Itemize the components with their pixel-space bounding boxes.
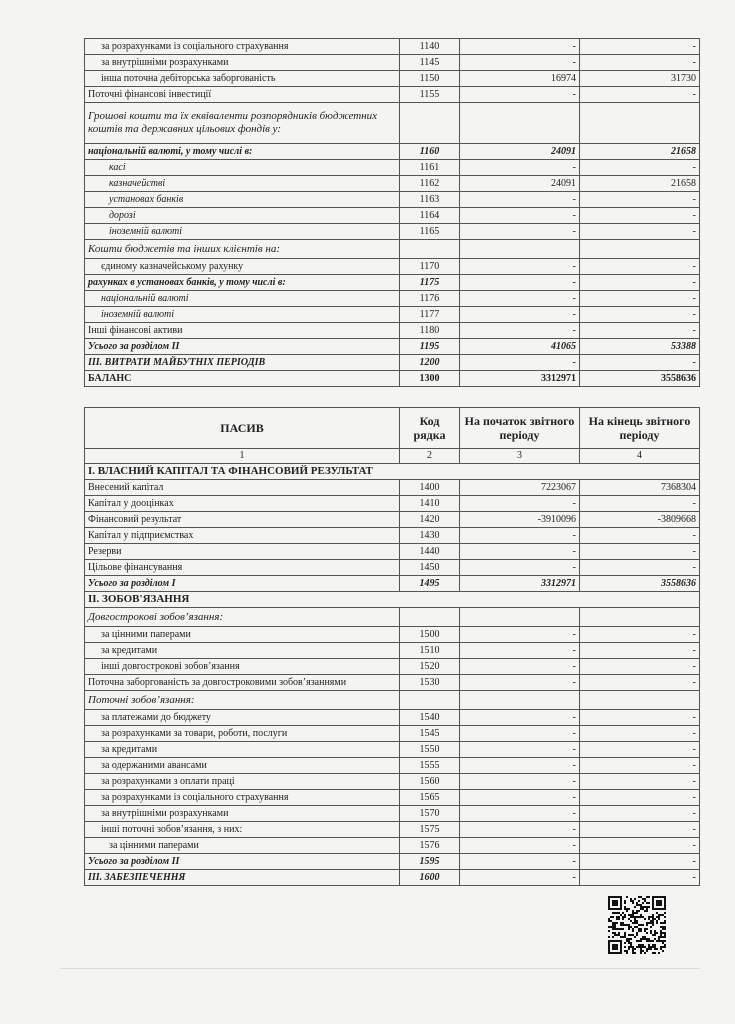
row-end-value: 31730 (580, 71, 700, 87)
row-end-value: - (580, 55, 700, 71)
row-end-value: - (580, 275, 700, 291)
table-row (85, 192, 700, 208)
table-row (85, 742, 700, 758)
row-code: 1600 (400, 870, 460, 886)
row-label: національній валюті, у тому числі в: (85, 144, 400, 160)
row-end-value: - (580, 528, 700, 544)
row-code: 1200 (400, 355, 460, 371)
row-start-value (460, 691, 580, 710)
row-label: за цінними паперами (85, 627, 400, 643)
table-row (85, 560, 700, 576)
table-row (85, 496, 700, 512)
table-row (85, 854, 700, 870)
row-code: 1570 (400, 806, 460, 822)
row-end-value: - (580, 870, 700, 886)
row-code: 1170 (400, 259, 460, 275)
row-start-value: - (460, 838, 580, 854)
row-label: I. ВЛАСНИЙ КАПІТАЛ ТА ФІНАНСОВИЙ РЕЗУЛЬТАТ (85, 464, 700, 480)
row-start-value: - (460, 259, 580, 275)
row-label: інша поточна дебіторська заборгованість (85, 71, 400, 87)
row-label: за внутрішніми розрахунками (85, 806, 400, 822)
row-code: 1164 (400, 208, 460, 224)
row-end-value: 53388 (580, 339, 700, 355)
row-start-value (460, 608, 580, 627)
header-end: На кінець звітного періоду (580, 408, 700, 449)
row-end-value: - (580, 307, 700, 323)
row-label: Поточні зобов’язання: (85, 691, 400, 710)
table-row (85, 323, 700, 339)
row-end-value: 21658 (580, 144, 700, 160)
row-code: 1180 (400, 323, 460, 339)
table-row (85, 480, 700, 496)
table-row (85, 790, 700, 806)
table-row (85, 240, 700, 259)
row-end-value (580, 103, 700, 144)
row-label: за розрахунками із соціального страхування (85, 39, 400, 55)
row-code: 1575 (400, 822, 460, 838)
row-code: 1175 (400, 275, 460, 291)
column-index: 4 (580, 449, 700, 464)
row-start-value: - (460, 627, 580, 643)
row-code (400, 103, 460, 144)
row-start-value: 24091 (460, 144, 580, 160)
row-start-value: - (460, 806, 580, 822)
row-code: 1430 (400, 528, 460, 544)
row-start-value (460, 103, 580, 144)
row-code: 1450 (400, 560, 460, 576)
column-index: 2 (400, 449, 460, 464)
row-label: Грошові кошти та їх еквіваленти розпорядників бюджетних коштів та державних цільових фондів у: (85, 103, 400, 144)
row-label: казначействі (85, 176, 400, 192)
row-start-value: - (460, 291, 580, 307)
row-label: Капітал у дооцінках (85, 496, 400, 512)
row-end-value: - (580, 822, 700, 838)
column-index-row (85, 449, 700, 464)
row-end-value: - (580, 323, 700, 339)
row-code: 1400 (400, 480, 460, 496)
row-label: рахунках в установах банків, у тому числі в: (85, 275, 400, 291)
row-start-value: - (460, 355, 580, 371)
row-code: 1150 (400, 71, 460, 87)
row-code: 1550 (400, 742, 460, 758)
row-label: Усього за розділом II (85, 339, 400, 355)
table-row (85, 643, 700, 659)
table-row (85, 39, 700, 55)
row-end-value: 3558636 (580, 576, 700, 592)
row-label: Усього за розділом I (85, 576, 400, 592)
table-row (85, 528, 700, 544)
row-start-value: - (460, 87, 580, 103)
row-label: Поточні фінансові інвестиції (85, 87, 400, 103)
row-start-value: 16974 (460, 71, 580, 87)
row-label: Капітал у підприємствах (85, 528, 400, 544)
row-end-value: - (580, 560, 700, 576)
row-end-value: - (580, 659, 700, 675)
row-label: ІІІ. ВИТРАТИ МАЙБУТНІХ ПЕРІОДІВ (85, 355, 400, 371)
row-start-value: - (460, 528, 580, 544)
row-end-value: - (580, 192, 700, 208)
row-end-value: 3558636 (580, 371, 700, 387)
row-code: 1500 (400, 627, 460, 643)
row-start-value: - (460, 55, 580, 71)
row-label: за кредитами (85, 643, 400, 659)
table-row (85, 838, 700, 854)
table-row (85, 726, 700, 742)
row-start-value: - (460, 758, 580, 774)
row-end-value: 7368304 (580, 480, 700, 496)
row-start-value: - (460, 544, 580, 560)
row-code: 1195 (400, 339, 460, 355)
row-code: 1165 (400, 224, 460, 240)
row-code: 1560 (400, 774, 460, 790)
table-row (85, 339, 700, 355)
row-start-value: - (460, 208, 580, 224)
row-code: 1510 (400, 643, 460, 659)
table-row (85, 592, 700, 608)
row-code: 1177 (400, 307, 460, 323)
row-end-value: - (580, 208, 700, 224)
row-label: Кошти бюджетів та інших клієнтів на: (85, 240, 400, 259)
row-label: Усього за розділом II (85, 854, 400, 870)
table-row (85, 822, 700, 838)
row-label: II. ЗОБОВ'ЯЗАННЯ (85, 592, 700, 608)
table-row (85, 176, 700, 192)
row-label: касі (85, 160, 400, 176)
row-start-value: - (460, 710, 580, 726)
row-start-value: - (460, 323, 580, 339)
row-label: дорозі (85, 208, 400, 224)
balance-sheet (84, 38, 699, 886)
row-label: Резерви (85, 544, 400, 560)
row-label: за розрахунками із соціального страхування (85, 790, 400, 806)
row-label: за розрахунками за товари, роботи, послуги (85, 726, 400, 742)
row-end-value: - (580, 87, 700, 103)
row-label: за платежами до бюджету (85, 710, 400, 726)
table-row (85, 544, 700, 560)
row-end-value: - (580, 643, 700, 659)
row-end-value: - (580, 726, 700, 742)
column-index: 1 (85, 449, 400, 464)
row-end-value (580, 608, 700, 627)
row-end-value: - (580, 742, 700, 758)
table-row (85, 87, 700, 103)
table-row (85, 659, 700, 675)
row-label: ІІІ. ЗАБЕЗПЕЧЕННЯ (85, 870, 400, 886)
row-label: установах банків (85, 192, 400, 208)
row-end-value: - (580, 790, 700, 806)
row-start-value (460, 240, 580, 259)
row-end-value: - (580, 224, 700, 240)
row-code: 1530 (400, 675, 460, 691)
row-end-value (580, 691, 700, 710)
row-start-value: - (460, 643, 580, 659)
qr-code-icon (608, 896, 666, 954)
table-row (85, 608, 700, 627)
row-end-value: - (580, 774, 700, 790)
row-end-value: - (580, 160, 700, 176)
row-start-value: 7223067 (460, 480, 580, 496)
table-row (85, 371, 700, 387)
row-code: 1140 (400, 39, 460, 55)
row-start-value: - (460, 822, 580, 838)
row-code: 1440 (400, 544, 460, 560)
row-end-value: - (580, 496, 700, 512)
row-code: 1300 (400, 371, 460, 387)
row-label: за розрахунками з оплати праці (85, 774, 400, 790)
row-start-value: 24091 (460, 176, 580, 192)
table-row (85, 259, 700, 275)
row-end-value: - (580, 544, 700, 560)
row-end-value: - (580, 291, 700, 307)
row-start-value: - (460, 854, 580, 870)
row-label: Фінансовий результат (85, 512, 400, 528)
row-start-value: - (460, 774, 580, 790)
assets-table (84, 38, 700, 387)
table-row (85, 870, 700, 886)
row-code: 1540 (400, 710, 460, 726)
row-label: Внесений капітал (85, 480, 400, 496)
row-code (400, 240, 460, 259)
divider (60, 968, 700, 969)
table-row (85, 774, 700, 790)
row-end-value: - (580, 838, 700, 854)
row-code (400, 608, 460, 627)
row-start-value: - (460, 870, 580, 886)
row-start-value: - (460, 160, 580, 176)
row-code: 1555 (400, 758, 460, 774)
row-label: національній валюті (85, 291, 400, 307)
row-code: 1176 (400, 291, 460, 307)
table-row (85, 806, 700, 822)
row-code: 1520 (400, 659, 460, 675)
row-end-value (580, 240, 700, 259)
row-end-value: - (580, 675, 700, 691)
row-start-value: - (460, 790, 580, 806)
table-row (85, 144, 700, 160)
row-start-value: - (460, 496, 580, 512)
row-end-value: - (580, 758, 700, 774)
row-label: Інші фінансові активи (85, 323, 400, 339)
row-start-value: - (460, 307, 580, 323)
row-code: 1163 (400, 192, 460, 208)
row-code: 1495 (400, 576, 460, 592)
row-start-value: - (460, 742, 580, 758)
table-row (85, 275, 700, 291)
liabilities-header-row (85, 408, 700, 449)
table-row (85, 710, 700, 726)
table-row (85, 627, 700, 643)
row-end-value: 21658 (580, 176, 700, 192)
row-label: іноземній валюті (85, 307, 400, 323)
row-code: 1160 (400, 144, 460, 160)
table-row (85, 160, 700, 176)
row-end-value: - (580, 355, 700, 371)
row-code: 1565 (400, 790, 460, 806)
row-start-value: - (460, 39, 580, 55)
row-label: Довгострокові зобов’язання: (85, 608, 400, 627)
table-row (85, 758, 700, 774)
row-start-value: 3312971 (460, 576, 580, 592)
row-start-value: - (460, 192, 580, 208)
row-label: інші поточні зобов’язання, з них: (85, 822, 400, 838)
row-start-value: 41065 (460, 339, 580, 355)
table-row (85, 675, 700, 691)
header-code: Код рядка (400, 408, 460, 449)
table-row (85, 291, 700, 307)
row-label: за внутрішніми розрахунками (85, 55, 400, 71)
table-row (85, 691, 700, 710)
row-start-value: - (460, 675, 580, 691)
row-end-value: - (580, 627, 700, 643)
header-start: На початок звітного періоду (460, 408, 580, 449)
row-label: інші довгострокові зобов’язання (85, 659, 400, 675)
row-code: 1420 (400, 512, 460, 528)
row-code: 1155 (400, 87, 460, 103)
table-row (85, 355, 700, 371)
table-row (85, 576, 700, 592)
row-end-value: - (580, 710, 700, 726)
row-code: 1595 (400, 854, 460, 870)
row-start-value: 3312971 (460, 371, 580, 387)
row-code: 1545 (400, 726, 460, 742)
table-row (85, 224, 700, 240)
row-code: 1576 (400, 838, 460, 854)
row-code: 1161 (400, 160, 460, 176)
row-code: 1162 (400, 176, 460, 192)
row-label: БАЛАНС (85, 371, 400, 387)
row-start-value: - (460, 659, 580, 675)
row-label: єдиному казначейському рахунку (85, 259, 400, 275)
row-label: за кредитами (85, 742, 400, 758)
row-start-value: - (460, 560, 580, 576)
table-row (85, 71, 700, 87)
row-end-value: - (580, 854, 700, 870)
row-end-value: - (580, 259, 700, 275)
row-label: іноземній валюті (85, 224, 400, 240)
table-row (85, 103, 700, 144)
table-row (85, 464, 700, 480)
row-code: 1145 (400, 55, 460, 71)
table-row (85, 55, 700, 71)
row-label: за цінними паперами (85, 838, 400, 854)
table-row (85, 512, 700, 528)
row-start-value: - (460, 726, 580, 742)
row-end-value: -3809668 (580, 512, 700, 528)
row-label: Поточна заборгованість за довгостроковими зобов’язаннями (85, 675, 400, 691)
row-start-value: - (460, 224, 580, 240)
liabilities-table (84, 407, 700, 886)
column-index: 3 (460, 449, 580, 464)
table-row (85, 208, 700, 224)
header-liabilities: ПАСИВ (85, 408, 400, 449)
row-code: 1410 (400, 496, 460, 512)
row-end-value: - (580, 806, 700, 822)
row-start-value: -3910096 (460, 512, 580, 528)
row-start-value: - (460, 275, 580, 291)
table-row (85, 307, 700, 323)
row-code (400, 691, 460, 710)
row-end-value: - (580, 39, 700, 55)
row-label: за одержаними авансами (85, 758, 400, 774)
row-label: Цільове фінансування (85, 560, 400, 576)
